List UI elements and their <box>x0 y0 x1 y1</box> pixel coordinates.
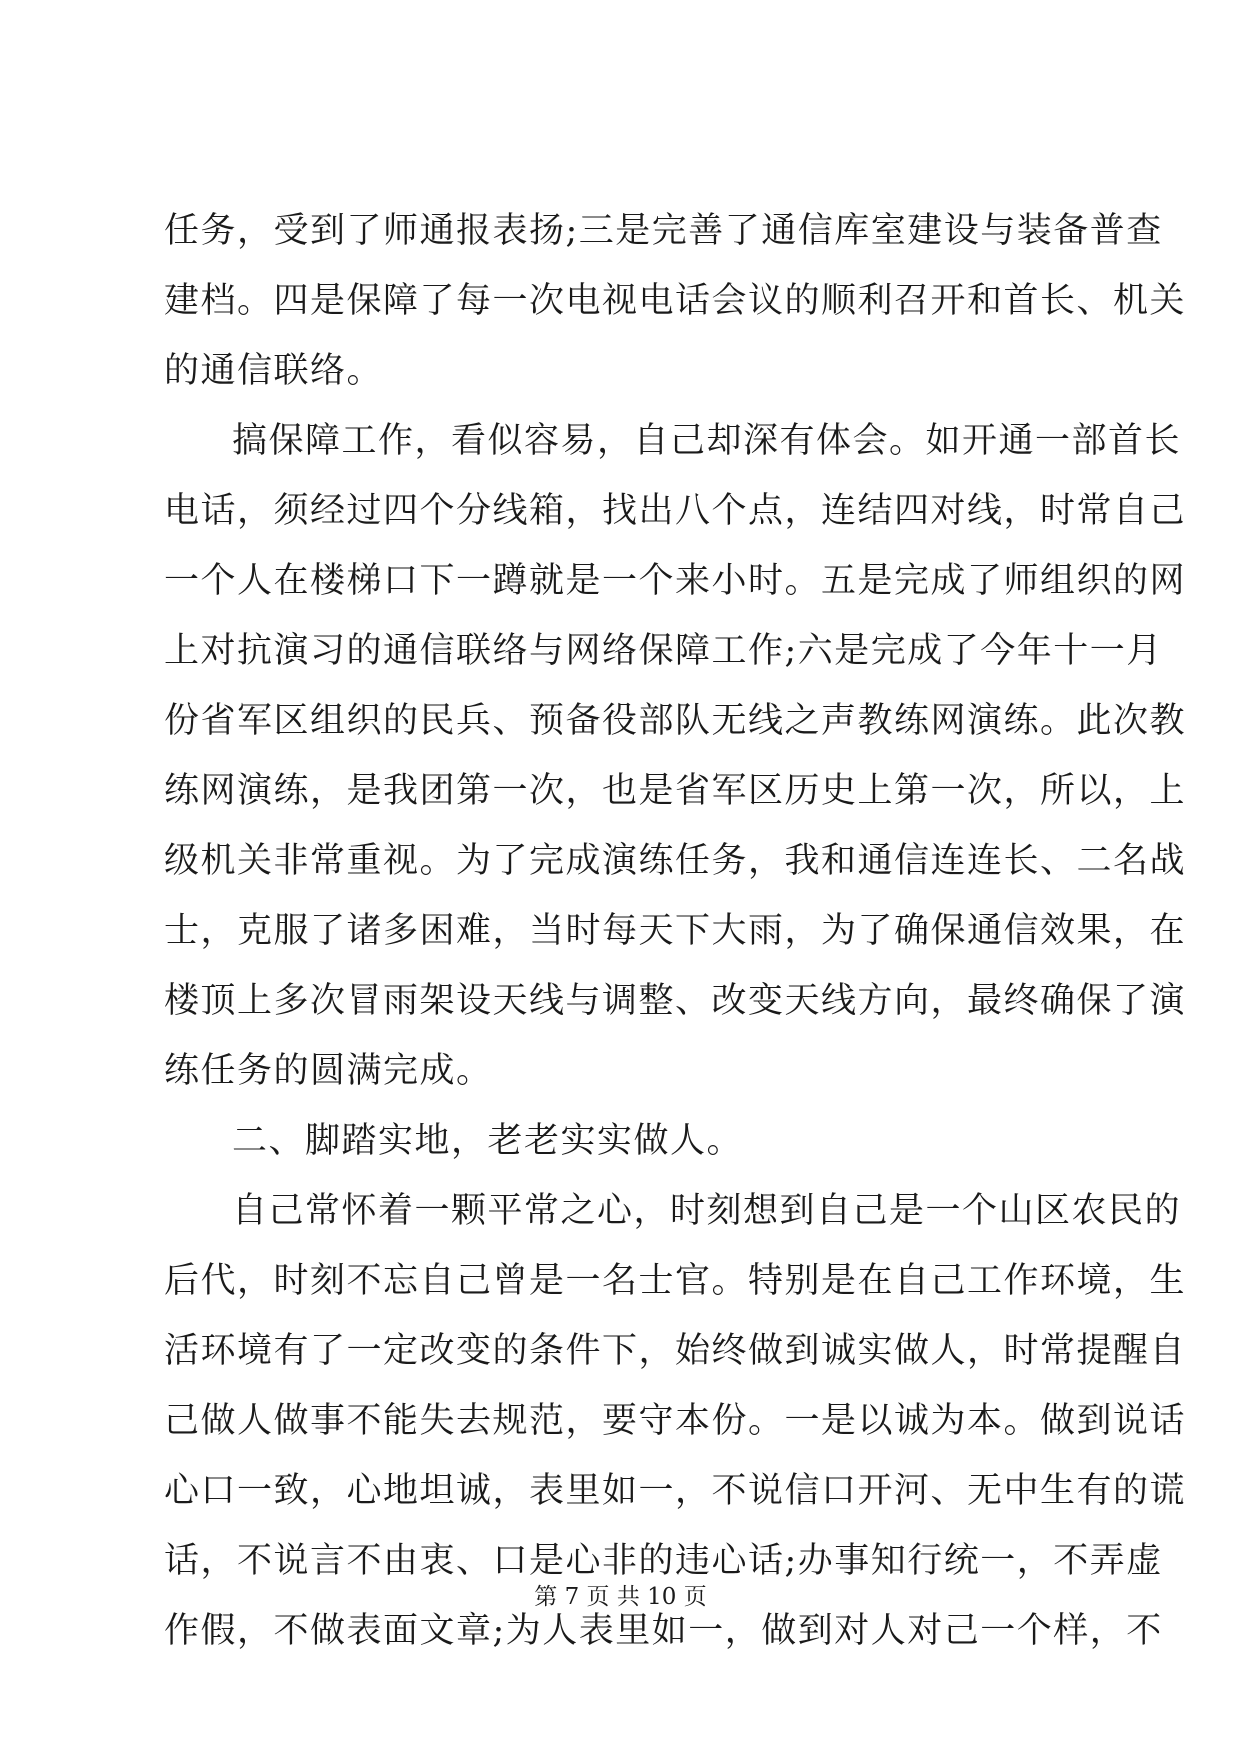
document-body <box>164 196 1187 1666</box>
text-line: 一个人在楼梯口下一蹲就是一个来小时。五是完成了师组织的网 <box>164 561 1187 601</box>
text-line: 建档。四是保障了每一次电视电话会议的顺利召开和首长、机关 <box>164 281 1187 321</box>
text-line: 话，不说言不由衷、口是心非的违心话;办事知行统一，不弄虚 <box>164 1541 1163 1581</box>
text-line: 份省军区组织的民兵、预备役部队无线之声教练网演练。此次教 <box>164 701 1187 741</box>
text-line: 心口一致，心地坦诚，表里如一，不说信口开河、无中生有的谎 <box>164 1471 1187 1511</box>
text-line: 上对抗演习的通信联络与网络保障工作;六是完成了今年十一月 <box>164 631 1163 671</box>
page-number-label: 第 7 页 共 10 页 <box>534 1584 707 1610</box>
text-line: 电话，须经过四个分线箱，找出八个点，连结四对线，时常自己 <box>164 491 1187 531</box>
paragraph-first-line: 搞保障工作，看似容易，自己却深有体会。如开通一部首长 <box>232 421 1182 461</box>
text-line: 练任务的圆满完成。 <box>164 1051 493 1091</box>
section-heading: 二、脚踏实地，老老实实做人。 <box>232 1121 744 1161</box>
text-line: 楼顶上多次冒雨架设天线与调整、改变天线方向，最终确保了演 <box>164 981 1187 1021</box>
text-line: 级机关非常重视。为了完成演练任务，我和通信连连长、二名战 <box>164 841 1187 881</box>
text-line: 的通信联络。 <box>164 351 384 391</box>
text-line: 士，克服了诸多困难，当时每天下大雨，为了确保通信效果，在 <box>164 911 1187 951</box>
paragraph-first-line: 自己常怀着一颗平常之心，时刻想到自己是一个山区农民的 <box>232 1191 1182 1231</box>
text-line: 练网演练，是我团第一次，也是省军区历史上第一次，所以，上 <box>164 771 1187 811</box>
text-line: 后代，时刻不忘自己曾是一名士官。特别是在自己工作环境，生 <box>164 1261 1187 1301</box>
text-line: 活环境有了一定改变的条件下，始终做到诚实做人，时常提醒自 <box>164 1331 1187 1371</box>
text-line: 任务，受到了师通报表扬;三是完善了通信库室建设与装备普查 <box>164 211 1163 251</box>
text-line: 己做人做事不能失去规范，要守本份。一是以诚为本。做到说话 <box>164 1401 1187 1441</box>
page-footer <box>0 1582 1241 1612</box>
text-line: 作假，不做表面文章;为人表里如一，做到对人对己一个样，不 <box>164 1611 1163 1651</box>
